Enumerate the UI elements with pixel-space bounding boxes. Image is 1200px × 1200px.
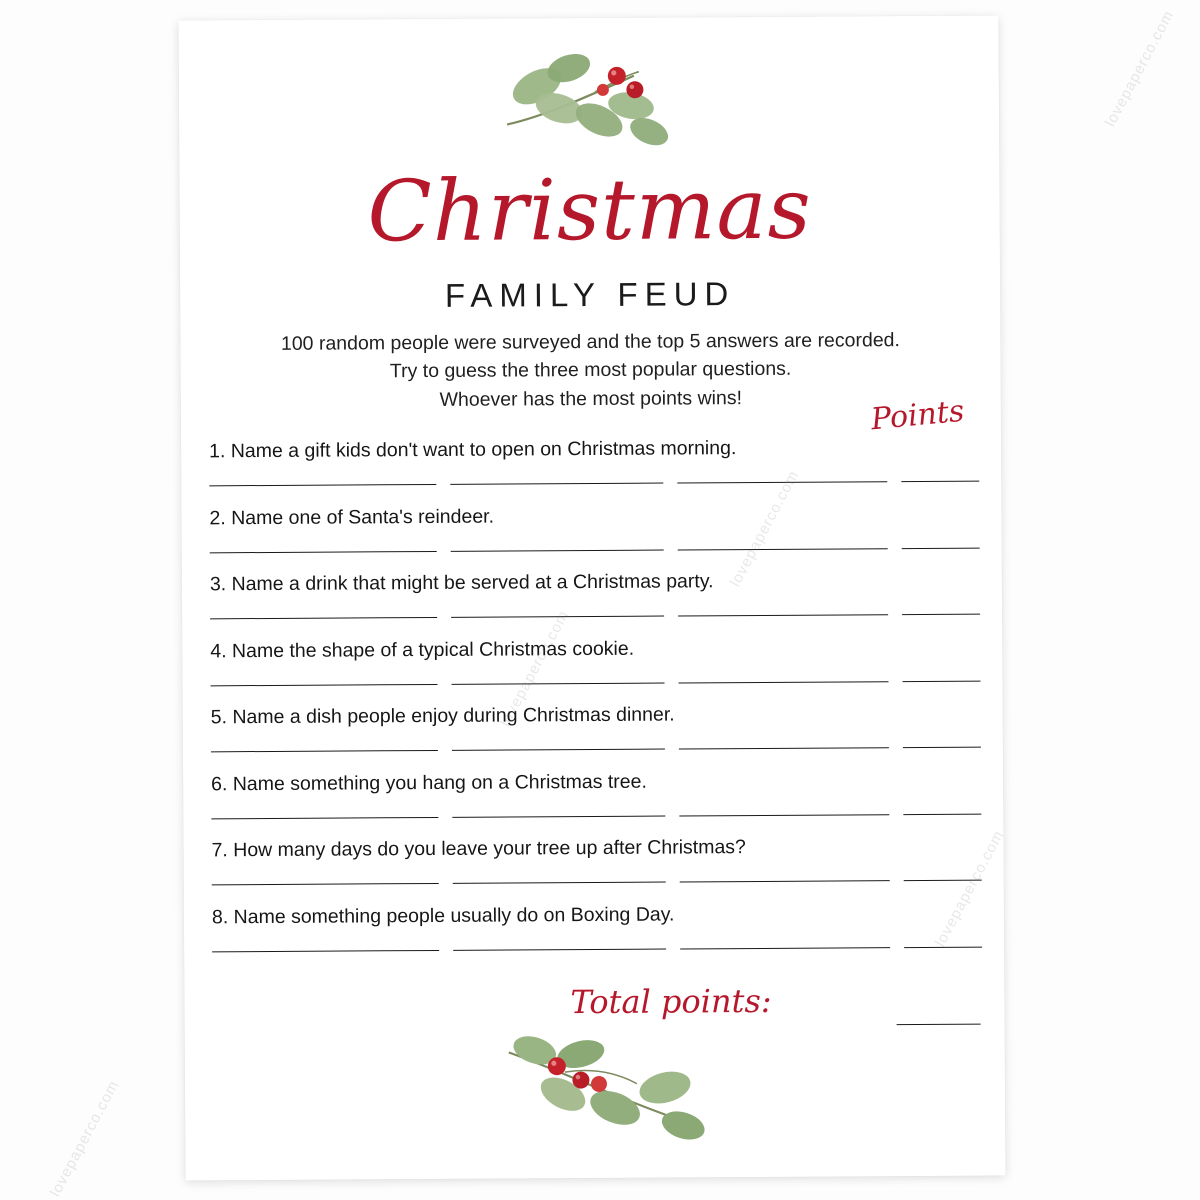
answer-blank[interactable] xyxy=(450,548,663,551)
answer-blank[interactable] xyxy=(451,681,664,684)
instructions-line-2: Try to guess the three most popular questions. xyxy=(389,358,792,383)
answer-blank[interactable] xyxy=(452,748,665,751)
answer-blanks xyxy=(212,879,982,886)
answer-blanks xyxy=(210,613,980,620)
total-points-blank[interactable] xyxy=(897,1023,981,1026)
holly-berry-sprig-icon xyxy=(499,45,690,156)
answer-blank[interactable] xyxy=(210,549,437,552)
question-list xyxy=(209,432,982,969)
question-row xyxy=(212,897,982,968)
printable-sheet xyxy=(178,16,1005,1181)
points-blank[interactable] xyxy=(902,480,980,482)
points-blank[interactable] xyxy=(904,812,982,814)
holly-berry-sprig-icon xyxy=(495,1027,726,1148)
answer-blank[interactable] xyxy=(453,947,666,950)
total-points-label: Total points: xyxy=(570,981,772,1022)
page-subtitle: FAMILY FEUD xyxy=(444,275,736,314)
answer-blanks xyxy=(209,480,979,487)
botanical-bottom-decoration xyxy=(495,1027,726,1148)
answer-blank[interactable] xyxy=(680,946,891,949)
question-text: 6. Name something you hang on a Christmas tree. xyxy=(211,770,647,795)
sheet-content xyxy=(178,16,1005,1181)
answer-blank[interactable] xyxy=(211,749,438,752)
answer-blank[interactable] xyxy=(212,948,439,951)
question-row xyxy=(211,764,981,835)
answer-blank[interactable] xyxy=(209,483,436,486)
answer-blanks xyxy=(210,546,980,553)
question-row xyxy=(210,565,980,636)
answer-blank[interactable] xyxy=(679,879,890,882)
answer-blank[interactable] xyxy=(678,613,889,616)
watermark: lovepaperco.com xyxy=(46,1077,123,1200)
answer-blank[interactable] xyxy=(451,615,664,618)
question-row xyxy=(211,831,981,902)
points-blank[interactable] xyxy=(902,546,980,548)
answer-blank[interactable] xyxy=(452,814,665,817)
page-title: Christmas xyxy=(367,159,812,261)
answer-blank[interactable] xyxy=(678,680,889,683)
question-text: 7. How many days do you leave your tree up after Christmas? xyxy=(211,836,746,862)
question-row xyxy=(210,631,980,702)
watermark: lovepaperco.com xyxy=(1101,7,1178,130)
instructions-line-1: 100 random people were surveyed and the top 5 answers are recorded. xyxy=(280,329,900,355)
answer-blanks xyxy=(211,746,981,753)
points-blank[interactable] xyxy=(903,679,981,681)
answer-blank[interactable] xyxy=(452,881,665,884)
question-text: 2. Name one of Santa's reindeer. xyxy=(209,505,495,529)
question-row xyxy=(209,498,979,569)
answer-blank[interactable] xyxy=(211,815,438,818)
answer-blank[interactable] xyxy=(677,480,888,483)
points-blank[interactable] xyxy=(904,879,982,881)
question-text: 8. Name something people usually do on Boxing Day. xyxy=(211,903,675,928)
answer-blank[interactable] xyxy=(211,682,438,685)
answer-blank[interactable] xyxy=(210,616,437,619)
question-text: 3. Name a drink that might be served at a Christmas party. xyxy=(209,570,714,596)
answer-blank[interactable] xyxy=(677,547,888,550)
question-text: 4. Name the shape of a typical Christmas cookie. xyxy=(210,637,635,662)
question-row xyxy=(211,698,981,769)
answer-blanks xyxy=(211,812,981,819)
question-row xyxy=(209,432,979,503)
instructions-line-3: Whoever has the most points wins! xyxy=(439,386,743,411)
points-blank[interactable] xyxy=(905,945,983,947)
question-text: 1. Name a gift kids don't want to open on Christmas morning. xyxy=(209,437,737,463)
answer-blank[interactable] xyxy=(678,746,889,749)
answer-blanks xyxy=(211,679,981,686)
points-blank[interactable] xyxy=(903,746,981,748)
answer-blank[interactable] xyxy=(450,482,663,485)
points-blank[interactable] xyxy=(903,613,981,615)
answer-blank[interactable] xyxy=(679,813,890,816)
answer-blanks xyxy=(212,945,982,952)
answer-blank[interactable] xyxy=(212,882,439,885)
botanical-top-decoration xyxy=(499,45,690,156)
points-column-label: Points xyxy=(869,393,966,438)
question-text: 5. Name a dish people enjoy during Christmas dinner. xyxy=(210,703,675,729)
total-points-section xyxy=(184,980,1004,1022)
